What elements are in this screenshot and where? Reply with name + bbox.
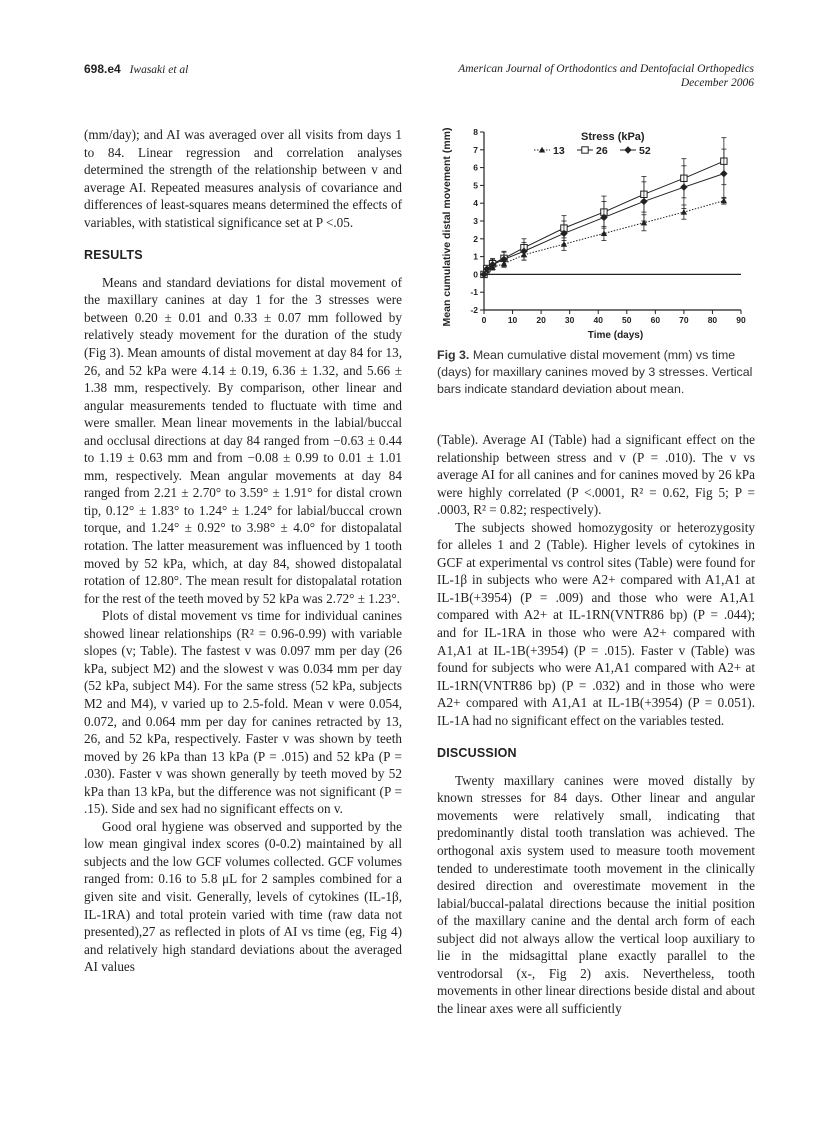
paragraph-discussion-1: Twenty maxillary canines were moved distally by known stresses for 84 days. Other linear and angular movements were relatively small, indicating that predominantly distal tooth translation was achieved. The orthogonal axis system used to measure tooth movement tended to underestimate tooth movement in the clinically desired direction and overestimate movement in the labial/buccal-palatal directions because the initial position of the maxillary canine and the dental arch form of each subject did not always allow the vertical loop auxiliary to lie in the midsagittal plane exactly parallel to the ventrodorsal (x-, Fig 2) axis. Nevertheless, tooth movements in other linear directions beside distal and about the linear axes were all sufficiently bbox=[437, 772, 755, 1016]
legend-label-52: 52 bbox=[639, 145, 651, 157]
paragraph-results-3: Good oral hygiene was observed and supported by the low mean gingival index scores (0-0.2) maintained by all subjects and the low GCF volumes collected. GCF volumes ranged from: 0.16 to 5.8 μL for 2 samples combined for a given site and visit. Generally, levels of cytokines (IL-1β, IL-1RA) and total protein varied with time (raw data not presented),27 as reflected in plots of AI vs time (eg, Fig 4) and relatively high standard deviations about the averaged AI values bbox=[84, 818, 402, 975]
x-tick-label: 30 bbox=[564, 315, 575, 325]
y-tick-label: -1 bbox=[470, 287, 478, 298]
x-tick-label: 40 bbox=[593, 315, 603, 325]
paragraph-results-2: Plots of distal movement vs time for individual canines showed linear relationships (R² = 0.96-0.99) with variable slopes (v; Table). The fastest v was 0.097 mm per day (26 kPa, subject M2) and the slowest v was 0.034 mm per day (52 kPa, subject M4). For the same stress (52 kPa, subjects M2 and M4), v varied up to 2.5-fold. Mean v were 0.054, 0.072, and 0.064 mm per day for canines retracted by 13, 26, and 52 kPa, respectively. Faster v was shown by teeth moved by 26 kPa than 13 kPa (P = .015) and 52 kPa (P = .030). Faster v was shown generally by teeth moved by 52 kPa than 13 kPa, but the difference was not significant (P = .15). Side and sex had no significant effects on v. bbox=[84, 608, 402, 817]
figure-3 bbox=[436, 120, 761, 340]
y-tick-label: 0 bbox=[473, 269, 478, 280]
y-tick-label: 7 bbox=[473, 144, 478, 155]
x-tick-label: 20 bbox=[536, 315, 546, 325]
legend-label-26: 26 bbox=[596, 145, 608, 157]
legend-label-13: 13 bbox=[553, 145, 565, 157]
chart-svg bbox=[436, 120, 761, 340]
figure-caption bbox=[437, 347, 755, 398]
y-tick-label: 8 bbox=[473, 127, 478, 137]
x-tick-label: 50 bbox=[622, 315, 632, 325]
page-number: 698.e4 bbox=[84, 62, 121, 76]
x-tick-label: 10 bbox=[507, 315, 518, 325]
data-point-52 bbox=[640, 198, 647, 205]
x-tick-label: 80 bbox=[707, 315, 718, 325]
y-tick-label: 3 bbox=[473, 216, 478, 226]
x-tick-label: 0 bbox=[481, 315, 487, 325]
paragraph-methods-end: (mm/day); and AI was averaged over all visits from days 1 to 84. Linear regression and correlation analyses determined the strength of the relationship between v and average AI. Repeated measures analysis of covariance and differences of least-squares means determined the effects of variables, with statistical significance set at P <.05. bbox=[84, 127, 402, 230]
y-axis-label: Mean cumulative distal movement (mm) bbox=[441, 127, 453, 327]
journal-title: American Journal of Orthodontics and Dentofacial Orthopedics bbox=[458, 63, 754, 75]
y-tick-label: 1 bbox=[473, 251, 478, 262]
data-point-52 bbox=[720, 170, 727, 177]
results-heading: RESULTS bbox=[84, 248, 143, 263]
running-header-right bbox=[458, 62, 754, 90]
figure-label: Fig 3. bbox=[437, 348, 470, 362]
legend-marker-52 bbox=[624, 146, 631, 153]
left-column bbox=[84, 126, 402, 976]
y-tick-label: -2 bbox=[470, 305, 478, 315]
legend-marker-26 bbox=[582, 147, 588, 153]
y-tick-label: 2 bbox=[473, 233, 478, 244]
figure-caption-text: Mean cumulative distal movement (mm) vs time (days) for maxillary canines moved by 3 stresses. Vertical bars indicate standard deviation about mean. bbox=[437, 348, 753, 396]
x-tick-label: 90 bbox=[736, 315, 746, 325]
x-axis-label: Time (days) bbox=[587, 330, 644, 340]
paragraph-results-1: Means and standard deviations for distal movement of the maxillary canines at day 1 for the 3 stresses were between 0.20 ± 0.01 and 0.33 ± 0.07 mm followed by relatively steady movement for the duration of the study (Fig 3). Mean amounts of distal movement at day 84 for 13, 26, and 52 kPa were 4.14 ± 0.19, 6.36 ± 1.32, and 5.66 ± 1.38 mm, respectively. By comparison, other linear and angular measurements tended to fluctuate with time and were smaller. Mean linear movements in the labial/buccal and occlusal directions at day 84 ranged from −0.63 ± 0.44 to 1.19 ± 0.63 mm and from −0.08 ± 0.99 to 0.01 ± 1.01 mm, respectively. Mean angular movements at day 84 ranged from 2.21 ± 2.70° to 3.59° ± 1.91° for distal crown tip, 0.12° ± 1.83° to 1.24° ± 1.24° for labial/buccal crown torque, and 1.24° ± 0.92° to 3.98° ± 4.0° for distopalatal rotation. The latter measurement was influenced by 1 tooth moved by 52 kPa, which, at day 84, showed distopalatal rotation of 12.80°. The mean result for distopalatal rotation for the rest of the teeth moved by 52 kPa was 2.72° ± 1.23°. bbox=[84, 274, 402, 606]
y-tick-label: 6 bbox=[473, 162, 478, 173]
y-tick-label: 5 bbox=[473, 180, 478, 191]
right-column bbox=[437, 431, 755, 1018]
y-tick-label: 4 bbox=[473, 198, 478, 209]
discussion-heading: DISCUSSION bbox=[437, 746, 517, 761]
data-point-52 bbox=[680, 183, 687, 190]
paragraph-results-5: The subjects showed homozygosity or heterozygosity for alleles 1 and 2 (Table). Higher levels of cytokines in GCF at experimental vs control sites (Table) were found for IL-1β in subjects who were A2+ compared with A1,A1 at IL-1B(+3954) (P = .009) and those who were A1,A1 compared with A2+ at IL-1RN(VNTR86 bp) (P = .044); and for IL-1RA in those who were A2+ compared with A1,A1 at IL-1B(+3954) (P = .015). Faster v (Table) was found for subjects who were A1,A1 compared with A2+ at IL-1RN(VNTR86 bp) (P = .032) and in those who were A2+ compared with A1,A1 at IL-1B(+3954) (P = 0.051). IL-1A had no significant effect on the variables tested. bbox=[437, 519, 755, 728]
x-tick-label: 60 bbox=[650, 315, 661, 325]
data-point-13 bbox=[681, 209, 687, 215]
running-header-left bbox=[84, 62, 188, 76]
paragraph-results-4: (Table). Average AI (Table) had a significant effect on the relationship between stress and v (P = .010). The v vs average AI for all canines and for canines moved by 26 kPa were highly correlated (P <.0001, R² = 0.62, Fig 5; P = .0003, R² = 0.82; respectively). bbox=[437, 432, 755, 518]
journal-issue: December 2006 bbox=[680, 77, 754, 89]
x-tick-label: 70 bbox=[679, 315, 689, 325]
running-authors: Iwasaki et al bbox=[129, 64, 189, 76]
legend-title: Stress (kPa) bbox=[581, 131, 645, 143]
